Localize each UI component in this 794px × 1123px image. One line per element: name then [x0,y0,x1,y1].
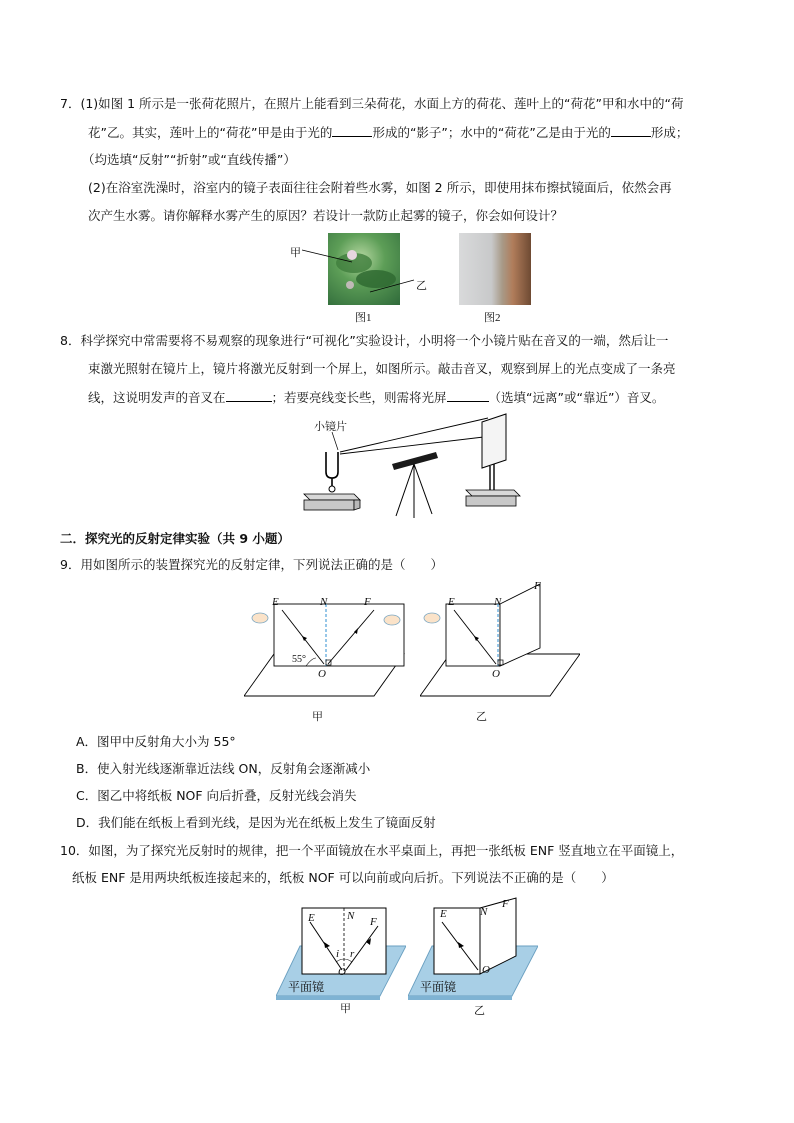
q10-jia-mirror: 平面镜 [288,980,325,994]
label-jia: 甲 [290,247,301,259]
q10-jia-O: O [338,966,346,978]
q9-option-c: C．图乙中将纸板 NOF 向后折叠，反射光线会消失 [76,788,357,803]
q9-jia-N: N [320,596,328,608]
q10-yi-E: E [440,908,447,920]
q10-jia-i: i [336,948,340,960]
q7-line4: (2)在浴室洗澡时，浴室内的镜子表面往往会附着些水雾，如图 2 所示，即使用抹布擦拭镜面后，依然会再 [88,180,672,195]
q8-line3b: ；若要亮线变长些，则需将光屏 [271,390,447,405]
q9-option-b: B．使入射光线逐渐靠近法线 ON，反射角会逐渐减小 [76,761,371,776]
q7-line1: 7．(1)如图 1 所示是一张荷花照片，在照片上能看到三朵荷花，水面上方的荷花、莲叶上的“荷花”甲和水中的“荷 [60,96,684,111]
q10-jia-E: E [308,912,315,924]
fig1-caption: 图1 [355,312,372,324]
q7-blank1 [332,124,372,137]
q10-yi-N: N [480,906,488,918]
q10-yi-mirror: 平面镜 [420,980,457,994]
q7-line3: （均选填“反射”“折射”或“直线传播”） [82,152,296,167]
q10-cap-yi: 乙 [474,1005,485,1017]
q7-line5: 次产生水雾。请你解释水雾产生的原因？若设计一款防止起雾的镜子，你会如何设计？ [88,208,564,223]
q8-blank2 [447,389,489,402]
q7-line2a: 花”乙。其实，莲叶上的“荷花”甲是由于光的 [88,125,333,140]
q9-cap-jia: 甲 [312,711,323,723]
q10-jia-F: F [370,916,377,928]
q9-yi-N: N [494,596,502,608]
tuning-fork-diagram [296,412,526,522]
q7-blank2 [611,124,651,137]
q8-blank1 [226,389,272,402]
q10-yi-F: F [502,898,509,910]
q9-cap-yi: 乙 [476,711,487,723]
q8-line3c: （选填“远离”或“靠近”）音叉。 [488,390,665,405]
q7-line2 [88,124,688,141]
q9-jia-E: E [272,596,279,608]
q9-jia-O: O [318,668,326,680]
q9-yi-F: F [534,580,541,592]
q10-yi-O: O [482,964,490,976]
section2-title: 二．探究光的反射定律实验（共 9 小题） [60,531,290,546]
q9-option-a: A．图甲中反射角大小为 55° [76,734,236,749]
q10-jia-N: N [347,910,355,922]
q7-line2c: 形成； [650,125,689,140]
q10-line1: 10．如图，为了探究光反射时的规律，把一个平面镜放在水平桌面上，再把一张纸板 ENF 竖直地立在平面镜上， [60,843,684,858]
q9-figure-jia [244,592,414,704]
q9-option-d: D．我们能在纸板上看到光线，是因为光在纸板上发生了镜面反射 [76,815,436,830]
mirror-label: 小镜片 [314,421,347,433]
q10-line2: 纸板 ENF 是用两块纸板连接起来的，纸板 NOF 可以向前或向后折。下列说法不正确的是（ ） [72,870,614,885]
q9-jia-F: F [364,596,371,608]
label-yi: 乙 [416,280,427,292]
q9-stem: 9．用如图所示的装置探究光的反射定律，下列说法正确的是（ ） [60,557,443,572]
q9-yi-O: O [492,668,500,680]
q7-line2b: 形成的“影子”；水中的“荷花”乙是由于光的 [372,125,611,140]
fig2-caption: 图2 [484,312,501,324]
foggy-mirror-photo [459,233,531,305]
q10-jia-r: r [350,948,355,960]
q8-line3 [88,389,664,406]
pointer-lines [300,240,420,300]
q8-line3a: 线，这说明发声的音叉在 [88,390,226,405]
q10-cap-jia: 甲 [340,1003,351,1015]
q9-angle: 55° [292,654,306,665]
q8-line2: 束激光照射在镜片上，镜片将激光反射到一个屏上，如图所示。敲击音叉，观察到屏上的光点变成了一条亮 [88,361,676,376]
q9-yi-E: E [448,596,455,608]
q8-line1: 8．科学探究中常需要将不易观察的现象进行“可视化”实验设计，小明将一个小镜片贴在音叉的一端，然后让一 [60,333,669,348]
